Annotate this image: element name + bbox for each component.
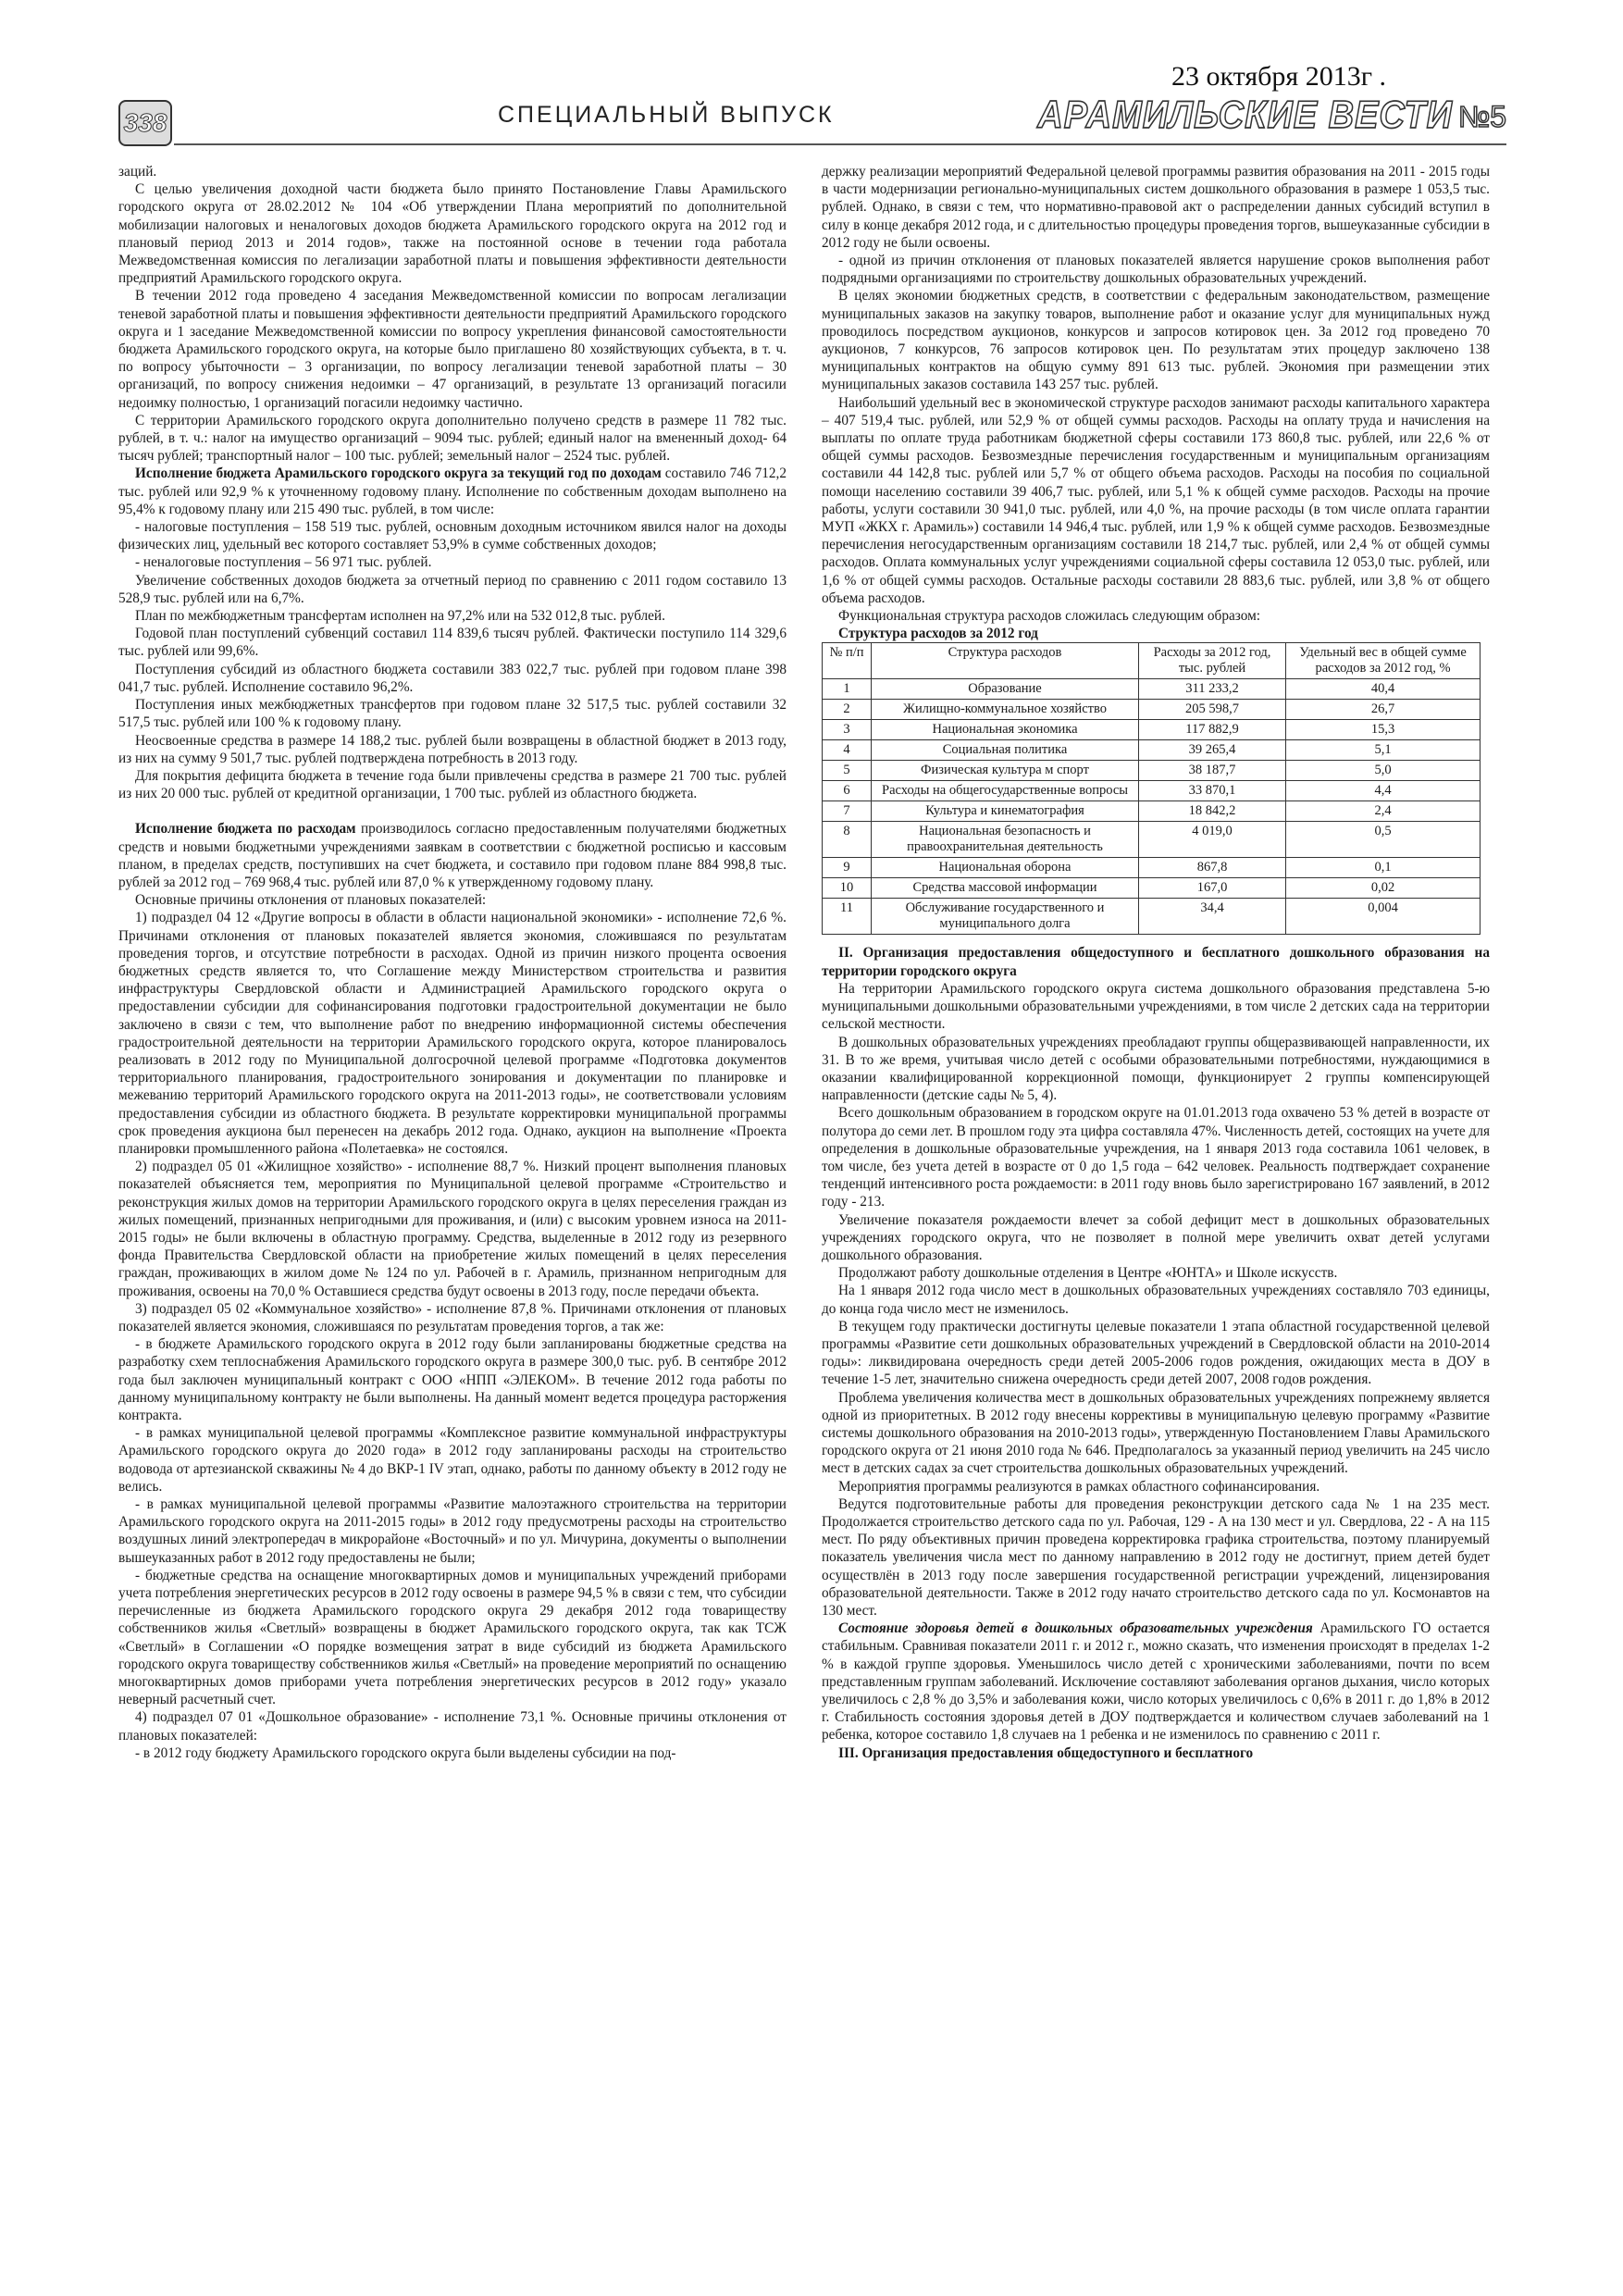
- paragraph: 3) подраздел 05 02 «Коммунальное хозяйство» - исполнение 87,8 %. Причинами отклонения от плановых показателей является экономия, сложившаяся по результатам проведения торгов, а так же:: [118, 1300, 787, 1334]
- table-row: [823, 720, 1481, 740]
- col-header: Удельный вес в общей сумме расходов за 2012 год, %: [1286, 643, 1481, 679]
- table-cell: Расходы на общегосударственные вопросы: [872, 781, 1139, 801]
- paragraph: 2) подраздел 05 01 «Жилищное хозяйство» - исполнение 88,7 %. Низкий процент выполнения плановых показателей объясняется тем, мероприятия по Муниципальной целевой программе «Строительство и реконструкция жилых домов на территории Арамильского городского округа в целях переселения граждан из жилых помещений, признанных непригодными для проживания, и (или) с высоким уровнем износа на 2011-2015 годы» не были включены в областную программу. Средства, выделенные в 2012 году из резервного фонда Правительства Свердловской области на приобретение жилых помещений в целях переселения граждан, проживающих в жилом доме № 124 по ул. Рабочей в г. Арамиль, признанном непригодным для проживания, освоены на 70,0 % Оставшиеся средства будут освоены в 2013 году, после передачи объекта.: [118, 1159, 787, 1299]
- table-cell: 311 233,2: [1139, 679, 1286, 700]
- table-title: Структура расходов за 2012 год: [838, 626, 1038, 642]
- paragraph: Увеличение собственных доходов бюджета за отчетный период по сравнению с 2011 годом составило 13 528,9 тыс. рублей или на 6,7%.: [118, 572, 787, 606]
- paragraph: - неналоговые поступления – 56 971 тыс. рублей.: [135, 554, 432, 571]
- paragraph-text: составило 746 712,2 тыс. рублей или 92,9 % к уточненному годовому плану. Исполнение по собственным доходам выполнено на 95,4% к годовому плану или 215 490 тыс. рублей, в том числе:: [118, 465, 787, 517]
- table-cell: 18 842,2: [1139, 801, 1286, 822]
- page-number: 338: [118, 100, 172, 146]
- table-row: [823, 761, 1481, 781]
- table-cell: Национальная экономика: [872, 720, 1139, 740]
- paragraph: - налоговые поступления – 158 519 тыс. рублей, основным доходным источником явился налог на доходы физических лиц, удельный вес которого составляет 53,9% в сумме собственных доходов;: [118, 519, 787, 553]
- table-cell: 33 870,1: [1139, 781, 1286, 801]
- table-cell: 2,4: [1286, 801, 1481, 822]
- table-cell: 10: [823, 878, 872, 899]
- paragraph: Основные причины отклонения от плановых показателей:: [135, 892, 487, 909]
- paragraph: - одной из причин отклонения от плановых показателей является нарушение сроков выполнения работ подрядными организациями по строительству дошкольных образовательных учреждений.: [822, 253, 1490, 287]
- table-body: [823, 679, 1481, 935]
- paragraph: заций.: [118, 164, 157, 180]
- table-cell: 205 598,7: [1139, 700, 1286, 720]
- paragraph: Всего дошкольным образованием в городском округе на 01.01.2013 года охвачено 53 % детей в возрасте от полутора до семи лет. В прошлом году эта цифра составляла 47%. Численность детей, состоящих на учете для определения в дошкольные образовательные учреждения, на 1 января 2013 года составила 1061 человек, в том числе, без учета детей в возрасте от 0 до 1,5 года – 642 человек. Реальность подтверждает сохранение тенденций интенсивного роста рождаемости: в 2011 году вновь было зарегистрировано 167 заявлений, в 2012 году - 213.: [822, 1105, 1490, 1210]
- table-cell: 7: [823, 801, 872, 822]
- table-cell: 9: [823, 858, 872, 878]
- table-cell: 34,4: [1139, 899, 1286, 935]
- table-row: [823, 700, 1481, 720]
- header-rule: [174, 143, 1506, 145]
- issue-date: 23 октября 2013г .: [1171, 61, 1386, 92]
- table-cell: 1: [823, 679, 872, 700]
- paragraph: Продолжают работу дошкольные отделения в Центре «ЮНТА» и Школе искусств.: [838, 1265, 1338, 1282]
- paragraph-text: производилось согласно предоставленным получателями бюджетных средств и новыми бюджетными учреждениями заявкам в соответствии с бюджетной росписью и кассовым планом, в пределах средств, поступивших на счет бюджета, и составило при годовом плане 884 998,8 тыс. рублей за 2012 год – 769 968,4 тыс. рублей или 87,0 % к утвержденному годовому плану.: [118, 821, 787, 890]
- masthead: [118, 56, 1506, 148]
- bold-italic-lead: Состояние здоровья детей в дошкольных образовательных учреждения: [838, 1620, 1313, 1637]
- table-cell: 6: [823, 781, 872, 801]
- table-cell: 40,4: [1286, 679, 1481, 700]
- table-cell: 4 019,0: [1139, 822, 1286, 858]
- col-header: Расходы за 2012 год, тыс. рублей: [1139, 643, 1286, 679]
- paragraph: Поступления субсидий из областного бюджета составили 383 022,7 тыс. рублей при годовом плане 398 041,7 тыс. рублей. Исполнение составило 96,2%.: [118, 661, 787, 695]
- paragraph: Годовой план поступлений субвенций составил 114 839,6 тысяч рублей. Фактически поступило 114 329,6 тыс. рублей или 99,6%.: [118, 626, 787, 660]
- table-cell: 0,1: [1286, 858, 1481, 878]
- paragraph: На территории Арамильского городского округа система дошкольного образования представлена 5-ю муниципальными дошкольными образовательными учреждениями, в том числе 2 детских сада на территории сельской местности.: [822, 980, 1490, 1033]
- table-cell: 11: [823, 899, 872, 935]
- table-row: [823, 781, 1481, 801]
- table-row: [823, 801, 1481, 822]
- newspaper-name: АРАМИЛЬСКИЕ ВЕСТИ: [1037, 93, 1453, 138]
- section-heading: III. Организация предоставления общедоступного и бесплатного: [838, 1744, 1254, 1761]
- paragraph-text: Арамильского ГО остается стабильным. Сравнивая показатели 2011 г. и 2012 г., можно сказать, что изменения происходят в пределах 1-2 % в каждой группе здоровья. Уменьшилось число детей с хроническими заболеваниями, почти по всем представленным группам заболеваний. Исключение составляют заболевания органов дыхания, число которых увеличилось с 2,8 % до 3,5% и заболевания кожи, число которых увеличилось с 0,6% в 2011 г. до 1,8% в 2012 г. Стабильность состояния здоровья детей в ДОУ подтверждается и количеством случаев заболеваний на 1 ребенка, которое составило 1,8 случаев на 1 ребенка и не изменилось по сравнению с 2011 г.: [822, 1620, 1490, 1744]
- table-cell: Национальная оборона: [872, 858, 1139, 878]
- paragraph: С территории Арамильского городского округа дополнительно получено средств в размере 11 782 тыс. рублей, в т. ч.: налог на имущество организаций – 9094 тыс. рублей; единый налог на вмененный доход- 64 тысяч рублей; транспортный налог – 100 тыс. рублей; земельный налог – 2524 тыс. рублей.: [118, 412, 787, 465]
- left-column: [118, 163, 787, 1762]
- paragraph: - в 2012 году бюджету Арамильского городского округа были выделены субсидии на под-: [135, 1744, 676, 1761]
- expenditure-table: [822, 642, 1481, 935]
- paragraph: [118, 820, 787, 891]
- table-cell: 867,8: [1139, 858, 1286, 878]
- paragraph: [822, 1620, 1490, 1744]
- table-cell: 5: [823, 761, 872, 781]
- col-header: Структура расходов: [872, 643, 1139, 679]
- bold-lead: Исполнение бюджета по расходам: [135, 821, 356, 838]
- paragraph: В текущем году практически достигнуты целевые показатели 1 этапа областной государственной целевой программы «Развитие сети дошкольных образовательных учреждений в Свердловской области на 2010-2014 годы»: ликвидирована очередность среди детей 2005-2006 годов рождения, ожидающих места в ДОУ в течение 1-5 лет, значительно снижена очередность среди детей 2007, 2008 годов рождения.: [822, 1318, 1490, 1388]
- paragraph: В целях экономии бюджетных средств, в соответствии с федеральным законодательством, размещение муниципальных заказов на закупку товаров, выполнение работ и оказание услуг для муниципальных нужд проводилось посредством аукционов, конкурсов и запросов котировок цен. За 2012 год проведено 70 аукционов, 7 конкурсов, 76 запросов котировок цен. По результатам этих процедур заключено 138 муниципальных контрактов на общую сумму 891 613 тыс. рублей. Экономия при размещении этих муниципальных заказов составила 143 257 тыс. рублей.: [822, 288, 1490, 393]
- table-row: [823, 878, 1481, 899]
- table-cell: Культура и кинематография: [872, 801, 1139, 822]
- table-cell: Обслуживание государственного и муниципального долга: [872, 899, 1139, 935]
- table-cell: Национальная безопасность и правоохранительная деятельность: [872, 822, 1139, 858]
- table-row: [823, 740, 1481, 761]
- table-row: [823, 822, 1481, 858]
- paragraph: Увеличение показателя рождаемости влечет за собой дефицит мест в дошкольных образовательных учреждениях городского округа, что не позволяет в полной мере увеличить охват детей услугами дошкольного образования.: [822, 1211, 1490, 1263]
- paragraph: На 1 января 2012 года число мест в дошкольных образовательных учреждениях составляло 703 единицы, до конца года число мест не изменилось.: [822, 1283, 1490, 1317]
- paragraph: Ведутся подготовительные работы для проведения реконструкции детского сада № 1 на 235 мест. Продолжается строительство детского сада по ул. Рабочая, 129 - А на 130 мест и ул. Свердлова, 22 - А на 115 мест. По ряду объективных причин проведена корректировка графика строительства, поэтому планируемый показатель увеличения числа мест по данному направлению в 2012 году не достигнут, прием детей будет осуществлён в 2013 году после завершения государственной регистрации учреждений, лицензирования образовательной деятельности. Также в 2012 году начато строительство детского сада по ул. Космонавтов на 130 мест.: [822, 1496, 1490, 1619]
- table-cell: Средства массовой информации: [872, 878, 1139, 899]
- paragraph: Проблема увеличения количества мест в дошкольных образовательных учреждениях попрежнему является одной из приоритетных. В 2012 году внесены коррективы в муниципальную целевую программу «Развитие системы дошкольного образования на 2010-2013 годы», утвержденную Постановлением Главы Арамильского городского округа от 21 июня 2010 года № 646. Предполагалось за указанный период увеличить на 245 число мест в детских садах за счет строительства дошкольных образовательных учреждений.: [822, 1389, 1490, 1477]
- issue-number: №5: [1457, 100, 1506, 133]
- section-title: СПЕЦИАЛЬНЫЙ ВЫПУСК: [498, 102, 835, 128]
- table-cell: Образование: [872, 679, 1139, 700]
- table-cell: 38 187,7: [1139, 761, 1286, 781]
- table-row: [823, 899, 1481, 935]
- paragraph: - в рамках муниципальной целевой программы «Комплексное развитие коммунальной инфраструктуры Арамильского городского округа до 2020 года» в 2012 году запланированы расходы на строительство водовода от артезианской скважины № 4 до ВКР-1 IV этап, однако, работы по данному объекту в 2012 году не велись.: [118, 1425, 787, 1495]
- paragraph: В течении 2012 года проведено 4 заседания Межведомственной комиссии по вопросам легализации теневой заработной платы и повышения эффективности деятельности предприятий Арамильского городского округа и 1 заседание Межведомственной комиссии по вопросу укрепления финансовой самостоятельности бюджета Арамильского городского округа, на которые было приглашено 80 хозяйствующих субъекта, в т. ч. по вопросу убыточности – 3 организации, по вопросу легализации теневой заработной платы – 30 организаций, по вопросу снижения недоимки – 47 организаций, в результате 13 организаций погасили недоимку полностью, 1 организаций погасили недоимку частично.: [118, 288, 787, 411]
- table-cell: 4: [823, 740, 872, 761]
- paragraph: Неосвоенные средства в размере 14 188,2 тыс. рублей были возвращены в областной бюджет в 2013 году, из них на сумму 9 501,7 тыс. рублей подтверждена потребность в 2013 году.: [118, 732, 787, 766]
- table-cell: 3: [823, 720, 872, 740]
- paragraph: С целью увеличения доходной части бюджета было принято Постановление Главы Арамильского городского округа от 28.02.2012 № 104 «Об утверждении Плана мероприятий по дополнительной мобилизации налоговых и неналоговых доходов бюджета Арамильского городского округа на 2012 год и плановый период 2013 и 2014 годов», также на постоянной основе в течении года работала Межведомственная комиссия по легализации заработной платы и повышения эффективности деятельности предприятий Арамильского городского округа.: [118, 181, 787, 287]
- section-heading: II. Организация предоставления общедоступного и бесплатного дошкольного образования на территории городского округа: [822, 945, 1490, 979]
- table-cell: 15,3: [1286, 720, 1481, 740]
- paragraph: Для покрытия дефицита бюджета в течение года были привлечены средства в размере 21 700 тыс. рублей из них 20 000 тыс. рублей от кредитной организации, 1 700 тыс. рублей из областного бюджета.: [118, 767, 787, 802]
- col-header: № п/п: [823, 643, 872, 679]
- bold-lead: Исполнение бюджета Арамильского городского округа за текущий год по доходам: [135, 465, 662, 482]
- table-cell: 5,0: [1286, 761, 1481, 781]
- table-cell: 26,7: [1286, 700, 1481, 720]
- paragraph: - в рамках муниципальной целевой программы «Развитие малоэтажного строительства на территории Арамильского городского округа на 2011-2015 годы» в 2012 году предусмотрены расходы на строительство воздушных линий электропередач в микрорайоне «Восточный» и по ул. Мичурина, документы о выполнении вышеуказанных работ в 2012 году предоставлены не были;: [118, 1496, 787, 1566]
- table-cell: 39 265,4: [1139, 740, 1286, 761]
- right-column: [822, 163, 1490, 1762]
- table-cell: 5,1: [1286, 740, 1481, 761]
- table-header-row: [823, 643, 1481, 679]
- table-cell: 0,004: [1286, 899, 1481, 935]
- table-row: [823, 858, 1481, 878]
- paragraph: [118, 465, 787, 518]
- paragraph: Функциональная структура расходов сложилась следующим образом:: [838, 608, 1260, 625]
- table-cell: Физическая культура м спорт: [872, 761, 1139, 781]
- paragraph: - бюджетные средства на оснащение многоквартирных домов и муниципальных учреждений приборами учета потребления энергетических ресурсов в 2012 году освоены в размере 94,5 % в связи с тем, что субсидии перечисленные из бюджета Арамильского городского округа 29 декабря 2012 года товариществу собственников жилья «Светлый» возвращены в бюджет Арамильского городского округа, так как ТСЖ «Светлый» в Соглашении «О порядке возмещения затрат в виде субсидий из бюджета Арамильского городского округа товариществу собственников жилья «Светлый» на проведение мероприятий по оснащению многоквартирных домов приборами учета потребления энергетических ресурсов в 2012 году» указало неверный расчетный счет.: [118, 1567, 787, 1708]
- table-cell: Жилищно-коммунальное хозяйство: [872, 700, 1139, 720]
- paragraph: Мероприятия программы реализуются в рамках областного софинансирования.: [838, 1478, 1320, 1495]
- paragraph: Наибольший удельный вес в экономической структуре расходов занимают расходы капитального характера – 407 519,4 тыс. рублей, или 52,9 % от общей суммы расходов. Расходы на оплату труда и начисления на выплаты по оплате труда работникам бюджетной сферы составили 173 860,8 тыс. рублей, или 22,6 % от общей суммы расходов. Безвозмездные перечисления государственным и муниципальным организациям составили 44 142,8 тыс. рублей или 5,7 % от общего объема расходов. Расходы на пособия по социальной помощи населению составили 39 406,7 тыс. рублей, или 5,1 % к общей сумме расходов. Расходы на прочие работы, услуги составили 30 941,0 тыс. рублей, или 4,0 %, на прочие расходы (в том числе оплата гарантии МУП «ЖКХ г. Арамиль») составили 14 946,4 тыс. рублей, или 1,9 % к общей сумме расходов. Безвозмездные перечисления негосударственным организациям составили 18 214,7 тыс. рублей, или 2,4 % от общей суммы расходов. Оплата коммунальных услуг учреждениями социальной сферы составила 12 053,0 тыс. рублей, или 1,6 % от общей суммы расходов. Остальные расходы составили 28 883,6 тыс. рублей, или 3,8 % от общего объема расходов.: [822, 394, 1490, 606]
- paragraph: В дошкольных образовательных учреждениях преобладают группы общеразвивающей направленности, их 31. В то же время, учитывая число детей с особыми образовательными потребностями, нуждающимися в оказании квалифицированной коррекционной помощи, функционирует 2 группы компенсирующей направленности (детские сады № 5, 4).: [822, 1034, 1490, 1104]
- paragraph: держку реализации мероприятий Федеральной целевой программы развития образования на 2011 - 2015 годы в части модернизации регионально-муниципальных систем дошкольного образования в размере 1 053,5 тыс. рублей. Однако, в связи с тем, что нормативно-правовой акт о распределении данных субсидий вступил в силу в конце декабря 2012 года, и с длительностью процедуры проведения торгов, вышеуказанные субсидии в 2012 году не были освоены.: [822, 164, 1490, 251]
- table-cell: 0,5: [1286, 822, 1481, 858]
- paragraph: План по межбюджетным трансфертам исполнен на 97,2% или на 532 012,8 тыс. рублей.: [135, 608, 665, 625]
- table-cell: 167,0: [1139, 878, 1286, 899]
- table-cell: 8: [823, 822, 872, 858]
- paragraph: 1) подраздел 04 12 «Другие вопросы в области в области национальной экономики» - исполнение 72,6 %. Причинами отклонения от плановых показателей является экономия, сложившаяся по результатам проведения торгов, и отсутствие потребности в расходах. Одной из причин низкого процента освоения бюджетных средств является то, что Соглашение между Министерством строительства и развития инфраструктуры Свердловской области и Администрацией Арамильского городского округа о предоставлении субсидии для софинансирования подготовки градостроительной документации не было заключено в связи с тем, что выполнение работ по внедрению информационной системы обеспечения градостроительной деятельности на территории Арамильского городского округа, которое планировалось реализовать в 2012 году по Муниципальной долгосрочной целевой программе «Подготовка документов территориального планирования, градостроительного зонирования и документации по планировке и межеванию территорий Арамильского городского округа на 2011-2013 годы», не соответствовали условиям предоставления субсидии из областного бюджета. В результате корректировки муниципальной программы срок проведения аукциона был перенесен на декабрь 2012 года. Однако, аукцион на выполнение «Проекта планировки промышленного района «Полетаевка» не состоялся.: [118, 910, 787, 1157]
- table-row: [823, 679, 1481, 700]
- paragraph: 4) подраздел 07 01 «Дошкольное образование» - исполнение 73,1 %. Основные причины отклонения от плановых показателей:: [118, 1709, 787, 1744]
- table-cell: 117 882,9: [1139, 720, 1286, 740]
- table-cell: 0,02: [1286, 878, 1481, 899]
- paragraph: Поступления иных межбюджетных трансфертов при годовом плане 32 517,5 тыс. рублей составили 32 517,5 тыс. рублей или 100 % к годовому плану.: [118, 697, 787, 731]
- paragraph: - в бюджете Арамильского городского округа в 2012 году были запланированы бюджетные средства на разработку схем теплоснабжения Арамильского городского округа в размере 300,0 тыс. руб. В сентябре 2012 года был заключен муниципальный контракт с ООО «НПП «ЭЛЕКОМ». В течение 2012 года работы по данному муниципальному контракту не были выполнены. На данный момент ведется процедура расторжения контракта.: [118, 1336, 787, 1424]
- table-cell: 2: [823, 700, 872, 720]
- table-cell: 4,4: [1286, 781, 1481, 801]
- table-cell: Социальная политика: [872, 740, 1139, 761]
